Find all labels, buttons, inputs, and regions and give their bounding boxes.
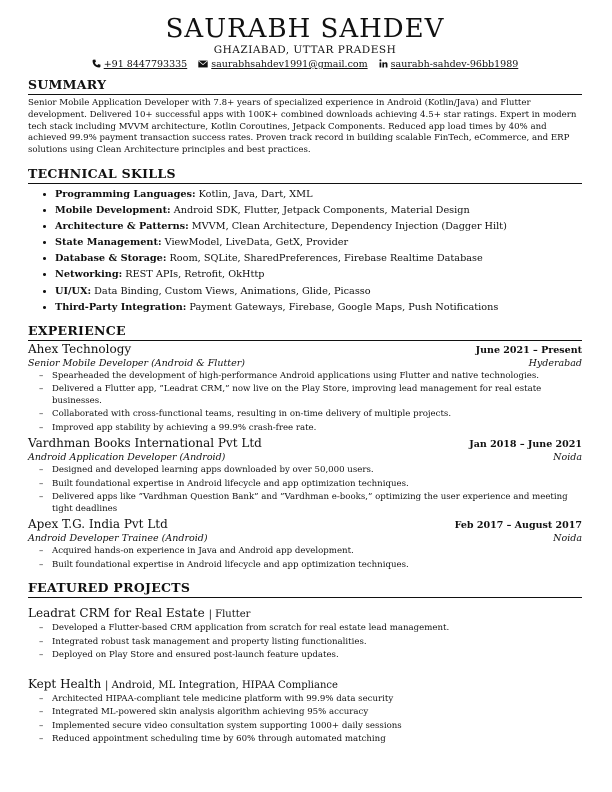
summary-title: SUMMARY (28, 77, 582, 95)
job-dates: June 2021 – Present (475, 344, 582, 356)
project-bullets (28, 623, 582, 662)
email-icon (198, 60, 208, 68)
skill-item (55, 284, 582, 300)
job-role: Senior Mobile Developer (Android & Flutter) (28, 357, 245, 369)
skill-label: Database & Storage: (55, 253, 167, 265)
job-role: Android Developer Trainee (Android) (28, 533, 208, 545)
contact-email[interactable] (198, 58, 367, 72)
project-bullet: – Integrated ML-powered skin analysis algorithm achieving 95% accuracy (52, 707, 582, 719)
project-entry: Leadrat CRM for Real Estate | Flutter – Developed a Flutter-based CRM application from scratch for real estate lead management. – Integrated robust task management and property listing functionalities. – Deployed on Play Store and ensured post-launch feature updates. (28, 606, 582, 662)
job-bullet: – Acquired hands-on experience in Java and Android app development. (52, 546, 582, 558)
skill-label: UI/UX: (55, 285, 92, 297)
project-tech: Android, ML Integration, HIPAA Compliance (111, 679, 338, 691)
phone-icon (92, 59, 101, 68)
job-dates: Jan 2018 – June 2021 (469, 439, 582, 451)
job-company: Ahex Technology (28, 341, 132, 356)
resume-page (28, 14, 582, 748)
job-location: Hyderabad (528, 357, 582, 369)
job-entry (28, 517, 582, 571)
skill-label: Architecture & Patterns: (55, 221, 189, 233)
skill-value: Room, SQLite, SharedPreferences, Firebase Realtime Database (169, 253, 483, 265)
skills-list (28, 187, 582, 316)
skill-value: ViewModel, LiveData, GetX, Provider (164, 237, 349, 249)
job-bullet: – Delivered a Flutter app, ”Leadrat CRM,” now live on the Play Store, improving lead management for real estate businesses. (52, 384, 582, 407)
skill-label: State Management: (55, 237, 162, 249)
project-bullet: – Deployed on Play Store and ensured post-launch feature updates. (52, 650, 582, 662)
summary-text: Senior Mobile Application Developer with 7.8+ years of specialized experience in Android (Kotlin/Java) and Flutter development. Delivered 10+ successful apps with 100K+ combined downloads achieving 4.5+ star ratings. Expert in modern tech stack including MVVM architecture, Kotlin Coroutines, Jetpack Components. Reduced app load times by 40% and achieved 99.9% payment transaction success rates. Proven track record in building scalable FinTech, eCommerce, and ERP solutions using Clean Architecture principles and best practices. (28, 98, 577, 156)
job-entry (28, 436, 582, 515)
skill-label: Programming Languages: (55, 188, 196, 200)
project-bullet: – Architected HIPAA-compliant tele medicine platform with 99.9% data security (52, 694, 582, 706)
job-bullet: – Spearheaded the development of high-performance Android applications using Flutter and native technologies. (52, 371, 582, 383)
job-bullet: – Delivered apps like ”Vardhman Question Bank” and ”Vardhman e-books,” optimizing the user experience and meeting tight deadlines (52, 492, 582, 515)
job-bullets (28, 371, 582, 435)
job-entry (28, 342, 582, 435)
skill-value: Payment Gateways, Firebase, Google Maps, Push Notifications (189, 301, 499, 313)
project-bullet: – Reduced appointment scheduling time by 60% through automated matching (52, 734, 582, 746)
job-role: Android Application Developer (Android) (28, 452, 226, 464)
skill-item (55, 300, 582, 316)
project-name: Leadrat CRM for Real Estate (28, 606, 205, 621)
skill-value: Data Binding, Custom Views, Animations, Glide, Picasso (94, 285, 371, 297)
job-location: Noida (553, 533, 582, 545)
experience-title: EXPERIENCE (28, 323, 582, 341)
skill-label: Networking: (55, 269, 123, 281)
phone-number[interactable]: +91 8447793335 (103, 59, 188, 70)
contact-linkedin[interactable] (379, 58, 519, 72)
skill-label: Third-Party Integration: (55, 301, 187, 313)
job-bullet: – Built foundational expertise in Android lifecycle and app optimization techniques. (52, 479, 582, 491)
skills-title: TECHNICAL SKILLS (28, 166, 582, 184)
project-bullets (28, 694, 582, 746)
summary-section (28, 77, 582, 157)
linkedin-icon (379, 59, 388, 68)
project-bullet: – Implemented secure video consultation system supporting 1000+ daily sessions (52, 721, 582, 733)
linkedin-handle[interactable]: saurabh-sahdev-96bb1989 (390, 59, 519, 70)
job-bullets (28, 546, 582, 571)
contact-phone[interactable] (92, 58, 188, 72)
contact-line (28, 58, 582, 72)
skill-item (55, 187, 582, 203)
job-bullet: – Collaborated with cross-functional teams, resulting in on-time delivery of multiple projects. (52, 409, 582, 421)
job-dates: Feb 2017 – August 2017 (454, 520, 582, 532)
job-bullet: – Designed and developed learning apps downloaded by over 50,000 users. (52, 465, 582, 477)
skill-value: MVVM, Clean Architecture, Dependency Injection (Dagger Hilt) (191, 221, 507, 233)
job-location: Noida (553, 452, 582, 464)
skill-label: Mobile Development: (55, 205, 171, 217)
skill-value: Kotlin, Java, Dart, XML (198, 188, 313, 200)
projects-section (28, 580, 582, 746)
candidate-name: SAURABH SAHDEV (165, 14, 445, 44)
skill-value: REST APIs, Retrofit, OkHttp (125, 269, 265, 281)
job-bullet: – Improved app stability by achieving a 99.9% crash-free rate. (52, 423, 582, 435)
skill-item (55, 267, 582, 283)
skills-section (28, 166, 582, 316)
job-company: Apex T.G. India Pvt Ltd (28, 517, 168, 532)
job-company: Vardhman Books International Pvt Ltd (28, 436, 262, 451)
job-bullets (28, 465, 582, 515)
skill-item (55, 203, 582, 219)
project-bullet: – Developed a Flutter-based CRM application from scratch for real estate lead management. (52, 623, 582, 635)
experience-section (28, 323, 582, 572)
project-tech: Flutter (215, 609, 251, 621)
skill-item (55, 251, 582, 267)
skill-item (55, 235, 582, 251)
project-bullet: – Integrated robust task management and property listing functionalities. (52, 637, 582, 649)
skill-item (55, 219, 582, 235)
project-entry: Kept Health | Android, ML Integration, HIPAA Compliance – Architected HIPAA-compliant tele medicine platform with 99.9% data security – Integrated ML-powered skin analysis algorithm achieving 95% accuracy – Implemented secure video consultation system supporting 1000+ daily sessions – Reduced appointment scheduling time by 60% through automated matching (28, 677, 582, 746)
project-name: Kept Health (28, 676, 102, 691)
projects-title: FEATURED PROJECTS (28, 580, 582, 598)
candidate-location: GHAZIABAD, UTTAR PRADESH (213, 44, 397, 56)
email-address[interactable]: saurabhsahdev1991@gmail.com (211, 59, 368, 70)
skill-value: Android SDK, Flutter, Jetpack Components, Material Design (173, 205, 470, 217)
job-bullet: – Built foundational expertise in Android lifecycle and app optimization techniques. (52, 560, 582, 572)
